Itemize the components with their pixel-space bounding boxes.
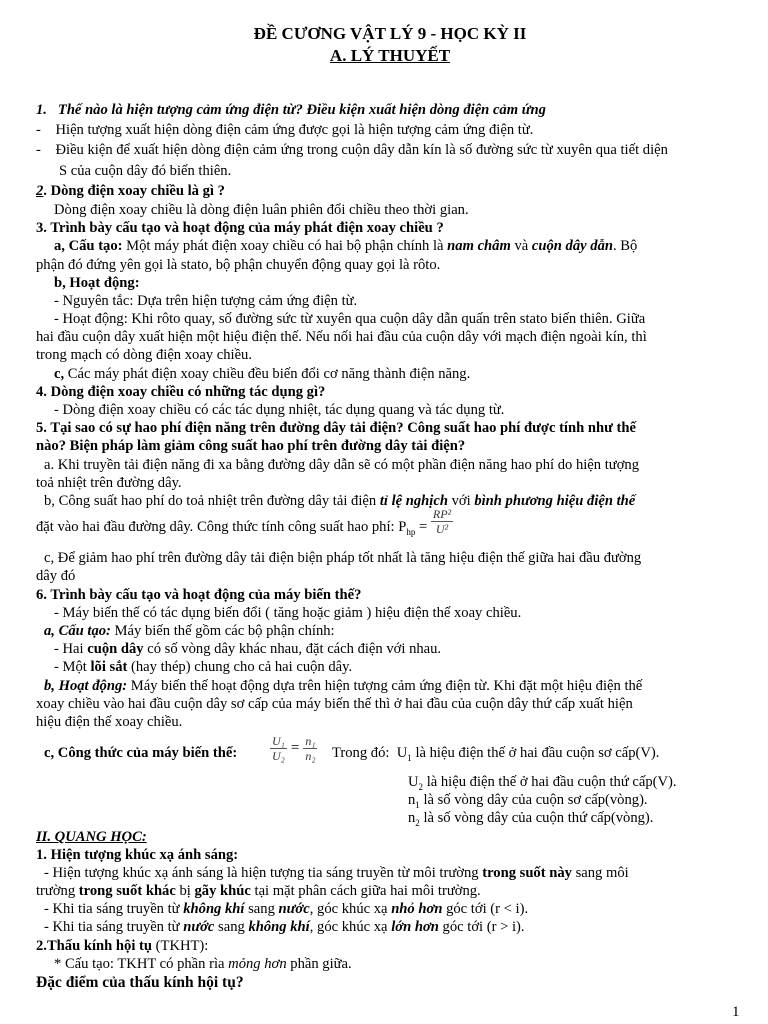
refraction-l3-c: sang xyxy=(244,901,279,917)
coil-term: cuộn dây xyxy=(87,641,144,657)
u2-legend-symbol: U xyxy=(408,774,419,790)
u1-legend-symbol: U xyxy=(396,745,408,761)
q6-core-pre: - Một xyxy=(54,659,91,675)
q6-structure-text: Máy biến thế gồm các bộ phận chính: xyxy=(110,623,335,639)
q1-heading xyxy=(36,101,546,119)
q2-answer: Dòng điện xoay chiều là dòng điện luân phiên đổi chiều theo thời gian. xyxy=(54,202,469,218)
q3-operation-l1: - Hoạt động: Khi rôto quay, số đường sức từ xuyên qua cuộn dây dẫn quấn trên stato biến thiên. Giữa xyxy=(54,311,646,327)
q6-core-item xyxy=(54,658,352,676)
magnet-term: nam châm xyxy=(447,238,511,254)
q6-operation-label: b, Hoạt động: xyxy=(44,678,128,694)
q6-core-post: (hay thép) chung cho cả hai cuộn dây. xyxy=(127,659,353,675)
q6-coil-item xyxy=(54,640,441,658)
transformer-formula xyxy=(270,734,317,763)
q3-c-text: Các máy phát điện xoay chiều đều biến đổi cơ năng thành điện năng. xyxy=(64,366,471,382)
q3-heading: 3. Trình bày cấu tạo và hoạt động của máy phát điện xoay chiều ? xyxy=(36,220,444,236)
q5-b-l1 xyxy=(44,492,635,510)
n1-legend-text: là số vòng dây của cuộn sơ cấp(vòng). xyxy=(419,792,648,808)
q6-operation-text: Máy biến thế hoạt động dựa trên hiện tượng cảm ứng điện từ. Khi đặt một hiệu điện thế xyxy=(127,678,643,694)
legend-n2 xyxy=(408,809,653,832)
refraction-l1-c: sang môi xyxy=(571,865,629,881)
refraction-l2 xyxy=(36,882,481,900)
q3-operation-l3: trong mạch có dòng điện xoay chiều. xyxy=(36,347,253,363)
n1-legend-sub: 1 xyxy=(415,799,420,810)
refraction-l3-g: góc tới (r < i). xyxy=(442,901,529,917)
u2-symbol: U₂ xyxy=(272,749,285,763)
refraction-l3-d: nước xyxy=(278,901,310,917)
u2-legend-sub: 2 xyxy=(418,781,424,792)
voltage-squared-term: bình phương hiệu điện thế xyxy=(474,493,636,509)
q1-bullet-2: - Điều kiện để xuất hiện dòng điện cảm ứng trong cuộn dây dẫn kín là số đường sức từ xuyên qua tiết diện xyxy=(36,142,668,158)
q6-operation-l1 xyxy=(44,677,642,695)
q3-conclusion xyxy=(54,365,470,383)
where-label: Trong đó: xyxy=(332,745,390,761)
q5-b-text: b, Công suất hao phí do toả nhiệt trên đường dây tải điện xyxy=(44,493,380,509)
coil-term: cuộn dây dẫn xyxy=(531,238,613,254)
q5-c-l2: dây đó xyxy=(36,568,76,584)
q5-b-with: với xyxy=(447,493,475,509)
n2-legend-symbol: n xyxy=(408,810,416,826)
document-title: ĐỀ CƯƠNG VẬT LÝ 9 - HỌC KỲ II xyxy=(253,24,527,43)
q2-heading xyxy=(36,182,225,200)
q3-structure-text: Một máy phát điện xoay chiều có hai bộ phận chính là xyxy=(122,238,448,254)
u1-legend-sub: 1 xyxy=(407,752,412,763)
q3-structure-label: a, Cấu tạo: xyxy=(54,238,123,254)
q5-heading-l1: 5. Tại sao có sự hao phí điện năng trên đường dây tải điện? Công suất hao phí được tính như thế xyxy=(36,420,636,436)
refraction-l1-b: trong suốt này xyxy=(482,865,572,881)
inverse-term: tỉ lệ nghịch xyxy=(379,493,448,509)
q1-bullet-1: - Hiện tượng xuất hiện dòng điện cảm ứng được gọi là hiện tượng cảm ứng điện từ. xyxy=(36,122,534,138)
converging-lens-structure xyxy=(54,955,352,973)
refraction-l2-d: gãy khúc xyxy=(194,883,251,899)
refraction-l3-e: , góc khúc xạ xyxy=(309,901,392,917)
refraction-l3-f: nhỏ hơn xyxy=(391,901,443,917)
converging-lens-title: 2.Thấu kính hội tụ xyxy=(36,938,153,954)
q4-answer: - Dòng điện xoay chiều có các tác dụng nhiệt, tác dụng quang và tác dụng từ. xyxy=(54,402,505,418)
q2-question: . Dòng điện xoay chiều là gì ? xyxy=(43,183,225,199)
q4-heading: 4. Dòng điện xoay chiều có những tác dụng gì? xyxy=(36,384,326,400)
refraction-l2-e: tại mặt phân cách giữa hai môi trường. xyxy=(250,883,481,899)
q5-p-subscript: hp xyxy=(406,526,416,537)
u1-symbol: U₁ xyxy=(272,734,285,748)
n2-legend-text: là số vòng dây của cuộn thứ cấp(vòng). xyxy=(419,810,654,826)
n1-legend-symbol: n xyxy=(408,792,416,808)
q1-question: Thế nào là hiện tượng cảm ứng điện từ? Điều kiện xuất hiện dòng điện cảm ứng xyxy=(57,102,546,118)
q1-bullet-2-cont: S của cuộn dây đó biến thiên. xyxy=(59,163,232,179)
refraction-l4-f: lớn hơn xyxy=(391,919,439,935)
n2-symbol: n₂ xyxy=(305,749,316,763)
refraction-heading: 1. Hiện tượng khúc xạ ánh sáng: xyxy=(36,847,239,863)
q3-principle: - Nguyên tắc: Dựa trên hiện tượng cảm ứng điện từ. xyxy=(54,293,358,309)
q3-structure-and: và xyxy=(510,238,532,254)
q6-heading: 6. Trình bày cấu tạo và hoạt động của máy biến thế? xyxy=(36,587,362,603)
refraction-l4-g: góc tới (r > i). xyxy=(438,919,525,935)
q5-formula-text: đặt vào hai đầu đường dây. Công thức tính công suất hao phí: P xyxy=(36,519,407,535)
refraction-l1 xyxy=(44,864,629,882)
lens-features-heading: Đặc điểm của thấu kính hội tụ? xyxy=(36,974,244,991)
q5-a-l1: a. Khi truyền tải điện năng đi xa bằng đường dây dẫn sẽ có một phần điện năng hao phí do hiện tượng xyxy=(44,457,640,473)
q1-bullet-2-text: Điều kiện để xuất hiện dòng điện cảm ứng trong cuộn dây dẫn kín là số đường sức từ xuyên qua tiết diện xyxy=(55,142,668,158)
q6-coil-pre: - Hai xyxy=(54,641,88,657)
u2-legend-text: là hiệu điện thế ở hai đầu cuộn thứ cấp(V). xyxy=(423,774,677,790)
transformer-formula-label: c, Công thức của máy biến thế: xyxy=(44,745,238,761)
q5-b-l2 xyxy=(36,507,453,541)
turns-ratio xyxy=(303,734,317,763)
q2-number: 2 xyxy=(36,183,44,199)
refraction-l3-a: - Khi tia sáng truyền từ xyxy=(44,901,184,917)
q1-bullet-1-text: Hiện tượng xuất hiện dòng điện cảm ứng được gọi là hiện tượng cảm ứng điện từ. xyxy=(55,122,534,138)
q6-coil-post: có số vòng dây khác nhau, đặt cách điện với nhau. xyxy=(143,641,442,657)
legend-u1 xyxy=(332,744,659,767)
q6-structure-label: a, Cấu tạo: xyxy=(44,623,111,639)
n2-legend-sub: 2 xyxy=(415,817,420,828)
formula-denominator: U² xyxy=(435,522,449,537)
q3-operation-l2: hai đầu cuộn dây xuất hiện một hiệu điện thế. Nếu nối hai đầu của cuộn dây với mạch điện ngoài kín, thì xyxy=(36,329,647,345)
refraction-l4-c: sang xyxy=(214,919,249,935)
q3-operation-label: b, Hoạt động: xyxy=(54,275,140,291)
converging-lens-abbr: (TKHT): xyxy=(152,938,209,954)
n1-symbol: n₁ xyxy=(305,734,316,748)
refraction-l2-c: bị xyxy=(175,883,195,899)
q6-intro: - Máy biến thế có tác dụng biến đổi ( tăng hoặc giảm ) hiệu điện thế xoay chiều. xyxy=(54,605,522,621)
page-number: 1 xyxy=(732,1004,740,1020)
voltage-ratio xyxy=(270,734,287,763)
u1-legend-text: là hiệu điện thế ở hai đầu cuộn sơ cấp(V). xyxy=(411,745,660,761)
refraction-water-to-air xyxy=(44,918,525,936)
q3-c-label: c, xyxy=(54,366,65,382)
q5-heading-l2: nào? Biện pháp làm giảm công suất hao phí trên đường dây tải điện? xyxy=(36,438,466,454)
q6-operation-l2: xoay chiều vào hai đầu cuộn dây sơ cấp của máy biến thế thì ở hai đầu của cuộn dây thứ cấp xuất hiện xyxy=(36,696,633,712)
refraction-l4-d: không khí xyxy=(248,919,310,935)
power-loss-formula xyxy=(431,507,453,536)
section-title-theory: A. LÝ THUYẾT xyxy=(329,46,451,65)
refraction-l2-b: trong suốt khác xyxy=(78,883,176,899)
refraction-l3-b: không khí xyxy=(183,901,245,917)
refraction-l4-a: - Khi tia sáng truyền từ xyxy=(44,919,184,935)
q1-number: 1. xyxy=(36,102,47,118)
iron-core-term: lõi sắt xyxy=(90,659,128,675)
converging-lens-heading xyxy=(36,937,208,955)
formula-equals: = xyxy=(290,740,300,756)
formula-numerator: RP² xyxy=(432,507,452,522)
refraction-l2-a: trường xyxy=(36,883,79,899)
refraction-l4-e: , góc khúc xạ xyxy=(309,919,392,935)
lens-structure-c: phần giữa. xyxy=(286,956,352,972)
q6-operation-l3: hiệu điện thế xoay chiều. xyxy=(36,714,183,730)
refraction-l1-a: - Hiện tượng khúc xạ ánh sáng là hiện tượng tia sáng truyền từ môi trường xyxy=(44,865,483,881)
q6-structure xyxy=(44,622,335,640)
lens-structure-b: mỏng hơn xyxy=(228,956,287,972)
q5-equals: = xyxy=(415,519,431,535)
q5-c-l1: c, Để giảm hao phí trên đường dây tải điện biện pháp tốt nhất là tăng hiệu điện thế giữa hai đầu đường xyxy=(44,550,642,566)
refraction-l4-b: nước xyxy=(183,919,215,935)
lens-structure-a: * Cấu tạo: TKHT có phần rìa xyxy=(54,956,229,972)
optics-heading: II. QUANG HỌC: xyxy=(36,829,147,845)
q3-structure-end: . Bộ xyxy=(612,238,638,254)
q3-structure xyxy=(54,237,637,255)
refraction-air-to-water xyxy=(44,900,528,918)
q5-a-l2: toả nhiệt trên đường dây. xyxy=(36,475,182,491)
q3-structure-cont: phận đó đứng yên gọi là stato, bộ phận chuyển động quay gọi là rôto. xyxy=(36,257,441,273)
